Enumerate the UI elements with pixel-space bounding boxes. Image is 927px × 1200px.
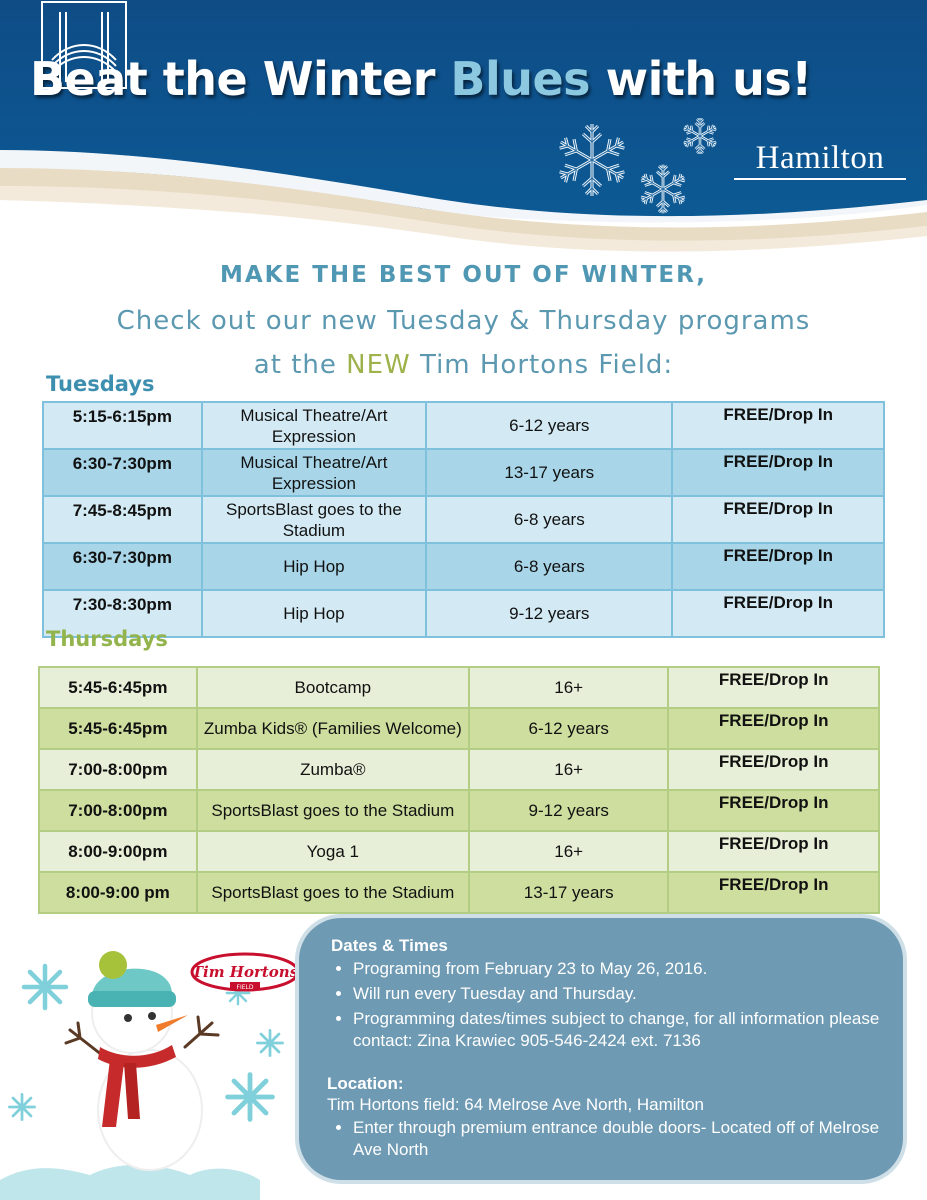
tim-hortons-logo bbox=[190, 952, 300, 994]
list-item: • Programing from February 23 to May 26, 2016. bbox=[353, 958, 883, 980]
program-cell: Hip Hop bbox=[202, 543, 427, 590]
headline-highlight: Blues bbox=[450, 52, 591, 106]
hamilton-logo-icon bbox=[0, 0, 172, 142]
header-banner bbox=[0, 0, 927, 270]
dates-heading: Dates & Times bbox=[331, 936, 448, 955]
snowflake-icon bbox=[636, 162, 690, 216]
age-cell: 16+ bbox=[469, 667, 668, 708]
price-cell: FREE/Drop In bbox=[668, 667, 879, 708]
age-cell: 6-12 years bbox=[469, 708, 668, 749]
dates-list bbox=[327, 958, 883, 1052]
table-row bbox=[39, 749, 879, 790]
price-cell: FREE/Drop In bbox=[672, 449, 884, 496]
time-cell: 7:00-8:00pm bbox=[39, 790, 197, 831]
price-cell: FREE/Drop In bbox=[668, 749, 879, 790]
snowflake-icon bbox=[552, 120, 632, 200]
program-cell: Zumba® bbox=[197, 749, 469, 790]
table-row bbox=[39, 872, 879, 913]
location-list bbox=[327, 1117, 883, 1161]
price-cell: FREE/Drop In bbox=[672, 402, 884, 449]
info-box bbox=[299, 918, 903, 1180]
age-cell: 13-17 years bbox=[426, 449, 672, 496]
intro-new-highlight: NEW bbox=[346, 350, 411, 380]
table-row bbox=[39, 667, 879, 708]
table-row bbox=[43, 496, 884, 543]
intro-line-2: Check out our new Tuesday & Thursday programs bbox=[116, 306, 811, 336]
time-cell: 5:45-6:45pm bbox=[39, 667, 197, 708]
time-cell: 8:00-9:00 pm bbox=[39, 872, 197, 913]
time-cell: 7:45-8:45pm bbox=[43, 496, 202, 543]
price-cell: FREE/Drop In bbox=[668, 790, 879, 831]
time-cell: 5:45-6:45pm bbox=[39, 708, 197, 749]
age-cell: 9-12 years bbox=[426, 590, 672, 637]
time-cell: 6:30-7:30pm bbox=[43, 449, 202, 496]
program-cell: SportsBlast goes to the Stadium bbox=[197, 790, 469, 831]
age-cell: 16+ bbox=[469, 749, 668, 790]
table-row bbox=[39, 708, 879, 749]
list-item: • Will run every Tuesday and Thursday. bbox=[353, 983, 883, 1005]
age-cell: 16+ bbox=[469, 831, 668, 872]
time-cell: 6:30-7:30pm bbox=[43, 543, 202, 590]
age-cell: 6-12 years bbox=[426, 402, 672, 449]
time-cell: 7:30-8:30pm bbox=[43, 590, 202, 637]
price-cell: FREE/Drop In bbox=[668, 872, 879, 913]
table-row bbox=[43, 590, 884, 637]
program-cell: Bootcamp bbox=[197, 667, 469, 708]
age-cell: 13-17 years bbox=[469, 872, 668, 913]
program-cell: Hip Hop bbox=[202, 590, 427, 637]
program-cell: SportsBlast goes to the Stadium bbox=[197, 872, 469, 913]
time-cell: 8:00-9:00pm bbox=[39, 831, 197, 872]
headline-pre: Beat the Winter bbox=[30, 52, 435, 106]
price-cell: FREE/Drop In bbox=[672, 496, 884, 543]
thursdays-heading: Thursdays bbox=[46, 627, 168, 651]
price-cell: FREE/Drop In bbox=[668, 708, 879, 749]
intro-line-3-pre: at the bbox=[253, 350, 337, 380]
age-cell: 6-8 years bbox=[426, 496, 672, 543]
location-address: Tim Hortons field: 64 Melrose Ave North, Hamilton bbox=[327, 1095, 704, 1114]
program-cell: Yoga 1 bbox=[197, 831, 469, 872]
table-row bbox=[43, 402, 884, 449]
headline-post: with us! bbox=[605, 52, 812, 106]
snowflake-icon bbox=[24, 966, 66, 1008]
location-heading: Location: bbox=[327, 1074, 404, 1093]
price-cell: FREE/Drop In bbox=[672, 543, 884, 590]
tim-hortons-logo-subtext: FIELD bbox=[236, 984, 254, 991]
intro-line-3-post: Tim Hortons Field: bbox=[419, 350, 674, 380]
program-cell: Zumba Kids® (Families Welcome) bbox=[197, 708, 469, 749]
tuesdays-table bbox=[42, 401, 885, 638]
table-row bbox=[39, 831, 879, 872]
age-cell: 9-12 years bbox=[469, 790, 668, 831]
snowflake-icon bbox=[680, 116, 720, 156]
age-cell: 6-8 years bbox=[426, 543, 672, 590]
table-row bbox=[43, 543, 884, 590]
table-row bbox=[43, 449, 884, 496]
list-item: • Enter through premium entrance double doors- Located off of Melrose Ave North bbox=[353, 1117, 883, 1161]
thursdays-table bbox=[38, 666, 880, 914]
tuesdays-heading: Tuesdays bbox=[46, 372, 155, 396]
program-cell: Musical Theatre/Art Expression bbox=[202, 402, 427, 449]
snowflake-icon bbox=[257, 1030, 282, 1055]
snowflake-icon bbox=[9, 1094, 34, 1119]
table-row bbox=[39, 790, 879, 831]
logo-divider bbox=[734, 178, 906, 180]
hamilton-logo-text: Hamilton bbox=[755, 140, 885, 176]
time-cell: 7:00-8:00pm bbox=[39, 749, 197, 790]
list-item: • Programming dates/times subject to change, for all information please contact: Zina Krawiec 905-546-2424 ext. 7136 bbox=[353, 1008, 883, 1052]
tim-hortons-logo-text: Tim Hortons bbox=[191, 963, 299, 981]
program-cell: SportsBlast goes to the Stadium bbox=[202, 496, 427, 543]
program-cell: Musical Theatre/Art Expression bbox=[202, 449, 427, 496]
price-cell: FREE/Drop In bbox=[672, 590, 884, 637]
price-cell: FREE/Drop In bbox=[668, 831, 879, 872]
snowflake-icon bbox=[228, 1075, 273, 1120]
time-cell: 5:15-6:15pm bbox=[43, 402, 202, 449]
intro-line-1: MAKE THE BEST OUT OF WINTER, bbox=[219, 262, 708, 288]
